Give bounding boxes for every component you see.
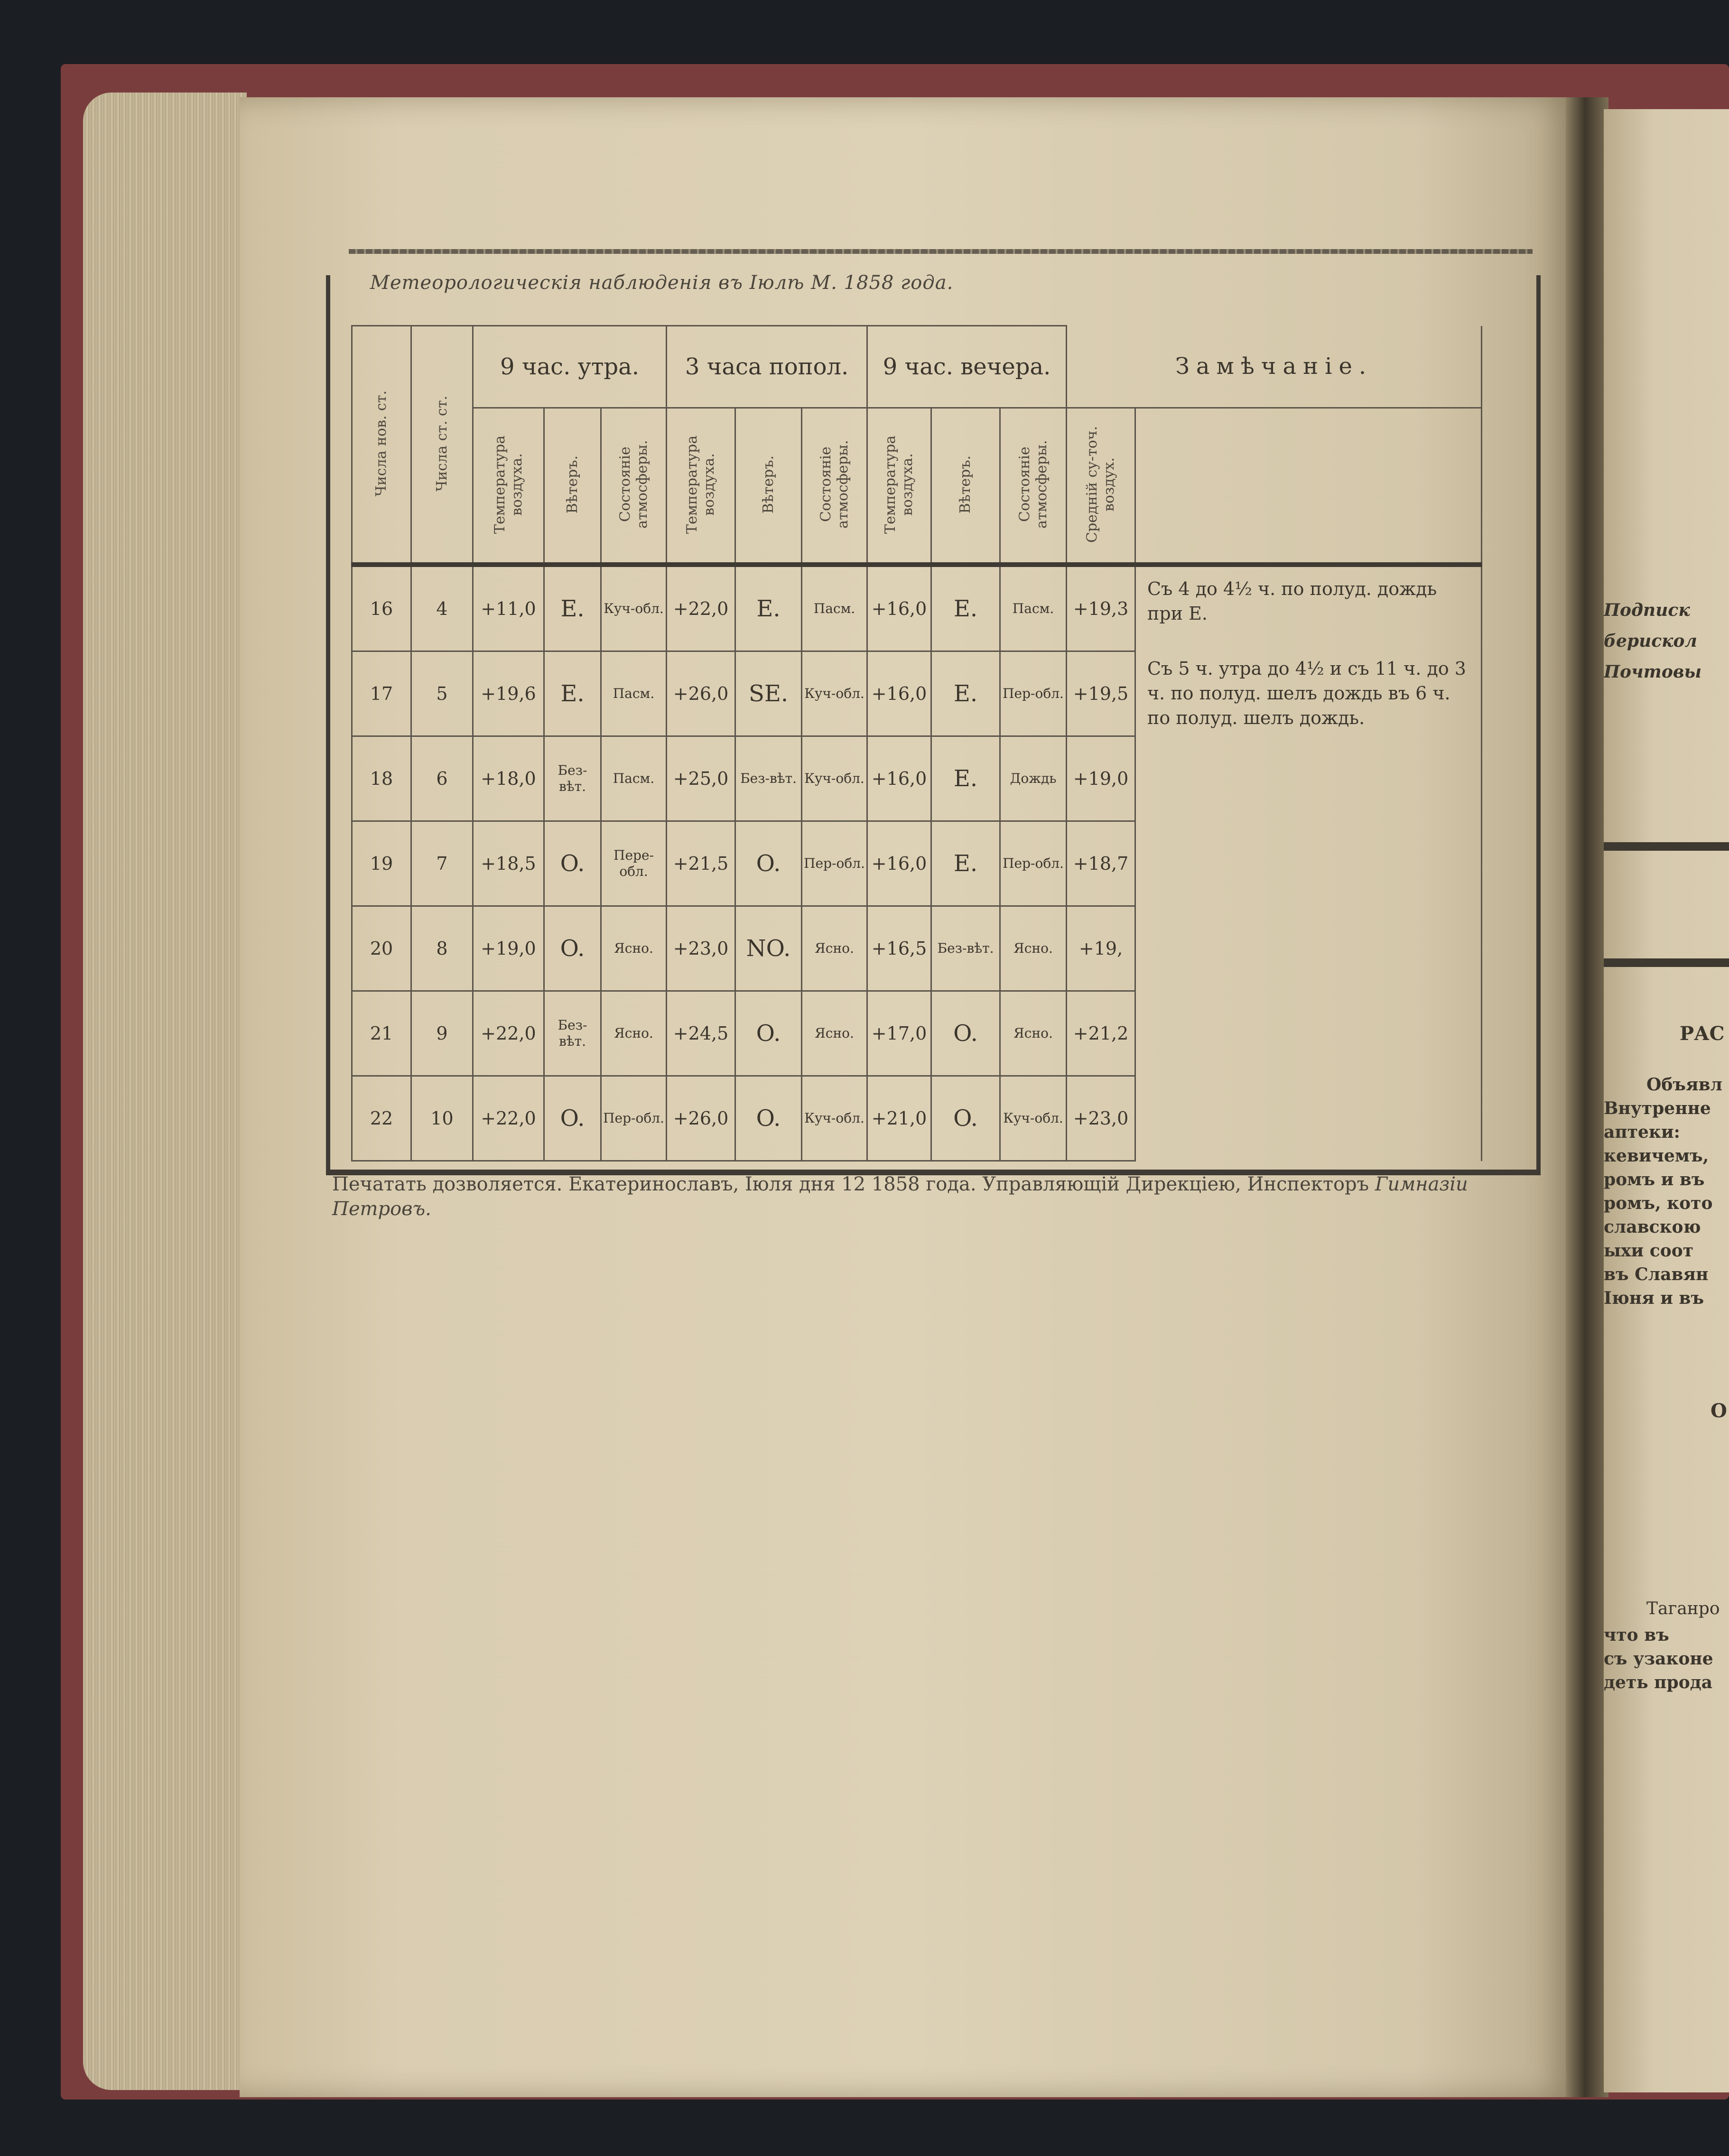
header-wind: Вѣтеръ. bbox=[735, 408, 802, 565]
cell-state: Ясно. bbox=[1000, 991, 1067, 1076]
cell-date: 22 bbox=[352, 1076, 411, 1161]
right-page-line: въ Славян bbox=[1604, 1264, 1709, 1284]
cell-temp: +25,0 bbox=[667, 736, 735, 821]
right-page-line: ромъ, кото bbox=[1604, 1193, 1713, 1213]
header-state: Состоянiе атмосферы. bbox=[802, 408, 867, 565]
cell-temp: +19,0 bbox=[473, 906, 544, 991]
cell-wind: O. bbox=[931, 991, 1000, 1076]
cell-state: Пасм. bbox=[1000, 565, 1067, 651]
cell-wind: E. bbox=[931, 821, 1000, 906]
table-caption: Метеорологическiя наблюденiя въ Iюлѣ М. 1858 года. bbox=[370, 272, 954, 294]
cell-state: Куч-обл. bbox=[1000, 1076, 1067, 1161]
cell-mean: +19,5 bbox=[1067, 651, 1135, 736]
approval-text: Печатать дозволяется. Екатеринославъ, Iюля дня 12 1858 года. Управляющiй Дирекцiею, Инспекторъ bbox=[332, 1173, 1369, 1195]
cell-wind: O. bbox=[544, 906, 601, 991]
notes-cell bbox=[1135, 565, 1482, 1161]
cell-temp: +22,0 bbox=[473, 991, 544, 1076]
cell-temp: +19,6 bbox=[473, 651, 544, 736]
cell-temp: +16,0 bbox=[867, 565, 931, 651]
cell-state: Ясно. bbox=[802, 991, 867, 1076]
cell-temp: +16,5 bbox=[867, 906, 931, 991]
right-page-line: аптеки: bbox=[1604, 1122, 1680, 1142]
header-state: Состоянiе атмосферы. bbox=[601, 408, 667, 565]
header-temp: Температура воздуха. bbox=[473, 408, 544, 565]
cell-mean: +19,0 bbox=[1067, 736, 1135, 821]
cell-date: 17 bbox=[352, 651, 411, 736]
cell-state: Ясно. bbox=[601, 991, 667, 1076]
table-row bbox=[352, 565, 1482, 651]
right-page-line: ромъ и въ bbox=[1604, 1170, 1705, 1190]
cell-day: 7 bbox=[411, 821, 473, 906]
cell-state: Куч-обл. bbox=[601, 565, 667, 651]
cell-date: 18 bbox=[352, 736, 411, 821]
cell-date: 19 bbox=[352, 821, 411, 906]
cell-state: Пер-обл. bbox=[1000, 821, 1067, 906]
cell-mean: +23,0 bbox=[1067, 1076, 1135, 1161]
header-state: Состоянiе атмосферы. bbox=[1000, 408, 1067, 565]
cell-state: Пере-обл. bbox=[601, 821, 667, 906]
header-notes-blank bbox=[1135, 408, 1482, 565]
cell-wind: O. bbox=[735, 1076, 802, 1161]
cell-day: 6 bbox=[411, 736, 473, 821]
header-evening: 9 час. вечера. bbox=[867, 326, 1067, 408]
cell-wind: O. bbox=[931, 1076, 1000, 1161]
weather-table bbox=[351, 325, 1482, 1162]
cell-date: 16 bbox=[352, 565, 411, 651]
cell-temp: +23,0 bbox=[667, 906, 735, 991]
header-temp: Температура воздуха. bbox=[667, 408, 735, 565]
cell-date: 21 bbox=[352, 991, 411, 1076]
cell-temp: +18,0 bbox=[473, 736, 544, 821]
cell-state: Пер-обл. bbox=[802, 821, 867, 906]
approval-signature: Гимназiи Петровъ. bbox=[332, 1173, 1468, 1220]
right-page bbox=[1604, 109, 1729, 2092]
cell-temp: +17,0 bbox=[867, 991, 931, 1076]
right-page-line: ыхи соот bbox=[1604, 1241, 1694, 1261]
cell-temp: +26,0 bbox=[667, 651, 735, 736]
page-edges bbox=[83, 93, 247, 2090]
cell-state: Дождь bbox=[1000, 736, 1067, 821]
cell-wind: NO. bbox=[735, 906, 802, 991]
censor-approval bbox=[332, 1172, 1528, 1221]
header-wind: Вѣтеръ. bbox=[931, 408, 1000, 565]
cell-wind: E. bbox=[931, 565, 1000, 651]
right-page-line: что въ bbox=[1604, 1625, 1669, 1645]
cell-state: Пасм. bbox=[601, 736, 667, 821]
cell-wind: Без-вѣт. bbox=[544, 736, 601, 821]
cell-state: Пасм. bbox=[802, 565, 867, 651]
header-mean: Средній су-точ. воздух. bbox=[1067, 408, 1135, 565]
note: Съ 4 до 4½ ч. по полуд. дождь при E. bbox=[1147, 578, 1437, 624]
cell-wind: E. bbox=[544, 651, 601, 736]
right-page-heading: РАС bbox=[1680, 1022, 1725, 1045]
header-morning: 9 час. утра. bbox=[473, 326, 667, 408]
rule bbox=[1604, 842, 1729, 851]
cell-state: Куч-обл. bbox=[802, 736, 867, 821]
cell-temp: +21,0 bbox=[867, 1076, 931, 1161]
ornamental-rule bbox=[349, 249, 1533, 254]
cell-wind: E. bbox=[544, 565, 601, 651]
cell-mean: +19,3 bbox=[1067, 565, 1135, 651]
cell-wind: Без-вѣт. bbox=[735, 736, 802, 821]
book-gutter bbox=[1566, 97, 1608, 2097]
cell-temp: +22,0 bbox=[667, 565, 735, 651]
cell-temp: +21,5 bbox=[667, 821, 735, 906]
right-page-line: Подписк bbox=[1604, 600, 1690, 620]
right-page-line: берискол bbox=[1604, 631, 1697, 651]
header-afternoon: 3 часа попол. bbox=[667, 326, 867, 408]
cell-state: Куч-обл. bbox=[802, 651, 867, 736]
cell-temp: +24,5 bbox=[667, 991, 735, 1076]
cell-temp: +16,0 bbox=[867, 736, 931, 821]
cell-wind: O. bbox=[735, 991, 802, 1076]
right-page-line: Объявл bbox=[1646, 1075, 1722, 1095]
cell-state: Ясно. bbox=[1000, 906, 1067, 991]
cell-temp: +18,5 bbox=[473, 821, 544, 906]
cell-date: 20 bbox=[352, 906, 411, 991]
cell-wind: O. bbox=[544, 1076, 601, 1161]
header-wind: Вѣтеръ. bbox=[544, 408, 601, 565]
cell-day: 10 bbox=[411, 1076, 473, 1161]
cell-day: 8 bbox=[411, 906, 473, 991]
cell-temp: +26,0 bbox=[667, 1076, 735, 1161]
header-temp: Температура воздуха. bbox=[867, 408, 931, 565]
cell-state: Пер-обл. bbox=[1000, 651, 1067, 736]
header-date: Числа нов. ст. bbox=[352, 326, 411, 565]
header-day: Числа ст. ст. bbox=[411, 326, 473, 565]
cell-mean: +21,2 bbox=[1067, 991, 1135, 1076]
rule bbox=[1604, 958, 1729, 967]
right-page-line: славскою bbox=[1604, 1217, 1701, 1237]
cell-temp: +16,0 bbox=[867, 651, 931, 736]
cell-wind: E. bbox=[735, 565, 802, 651]
cell-wind: E. bbox=[931, 651, 1000, 736]
right-page-line: съ узаконе bbox=[1604, 1649, 1713, 1669]
cell-wind: O. bbox=[735, 821, 802, 906]
cell-wind: SE. bbox=[735, 651, 802, 736]
cell-state: Ясно. bbox=[601, 906, 667, 991]
note: Съ 5 ч. утра до 4½ и съ 11 ч. до 3 ч. по полуд. шелъ дождь въ 6 ч. по полуд. шелъ дождь. bbox=[1147, 658, 1466, 728]
right-page-line: Внутренне bbox=[1604, 1098, 1711, 1118]
cell-state: Пер-обл. bbox=[601, 1076, 667, 1161]
cell-wind: E. bbox=[931, 736, 1000, 821]
cell-wind: Без-вѣт. bbox=[931, 906, 1000, 991]
cell-mean: +19, bbox=[1067, 906, 1135, 991]
cell-temp: +16,0 bbox=[867, 821, 931, 906]
cell-temp: +11,0 bbox=[473, 565, 544, 651]
right-page-line: Iюня и въ bbox=[1604, 1288, 1704, 1308]
cell-state: Ясно. bbox=[802, 906, 867, 991]
right-page-initial: О bbox=[1710, 1400, 1727, 1422]
cell-temp: +22,0 bbox=[473, 1076, 544, 1161]
right-page-line: деть прода bbox=[1604, 1673, 1713, 1692]
cell-wind: Без-вѣт. bbox=[544, 991, 601, 1076]
right-page-line: Таганро bbox=[1646, 1599, 1720, 1618]
cell-day: 4 bbox=[411, 565, 473, 651]
cell-wind: O. bbox=[544, 821, 601, 906]
cell-state: Пасм. bbox=[601, 651, 667, 736]
cell-state: Куч-обл. bbox=[802, 1076, 867, 1161]
cell-mean: +18,7 bbox=[1067, 821, 1135, 906]
right-page-line: Почтовы bbox=[1604, 662, 1702, 682]
right-page-line: кевичемъ, bbox=[1604, 1146, 1709, 1166]
cell-day: 5 bbox=[411, 651, 473, 736]
header-notes: Замѣчанiе. bbox=[1067, 326, 1482, 408]
left-page bbox=[240, 97, 1575, 2097]
cell-day: 9 bbox=[411, 991, 473, 1076]
